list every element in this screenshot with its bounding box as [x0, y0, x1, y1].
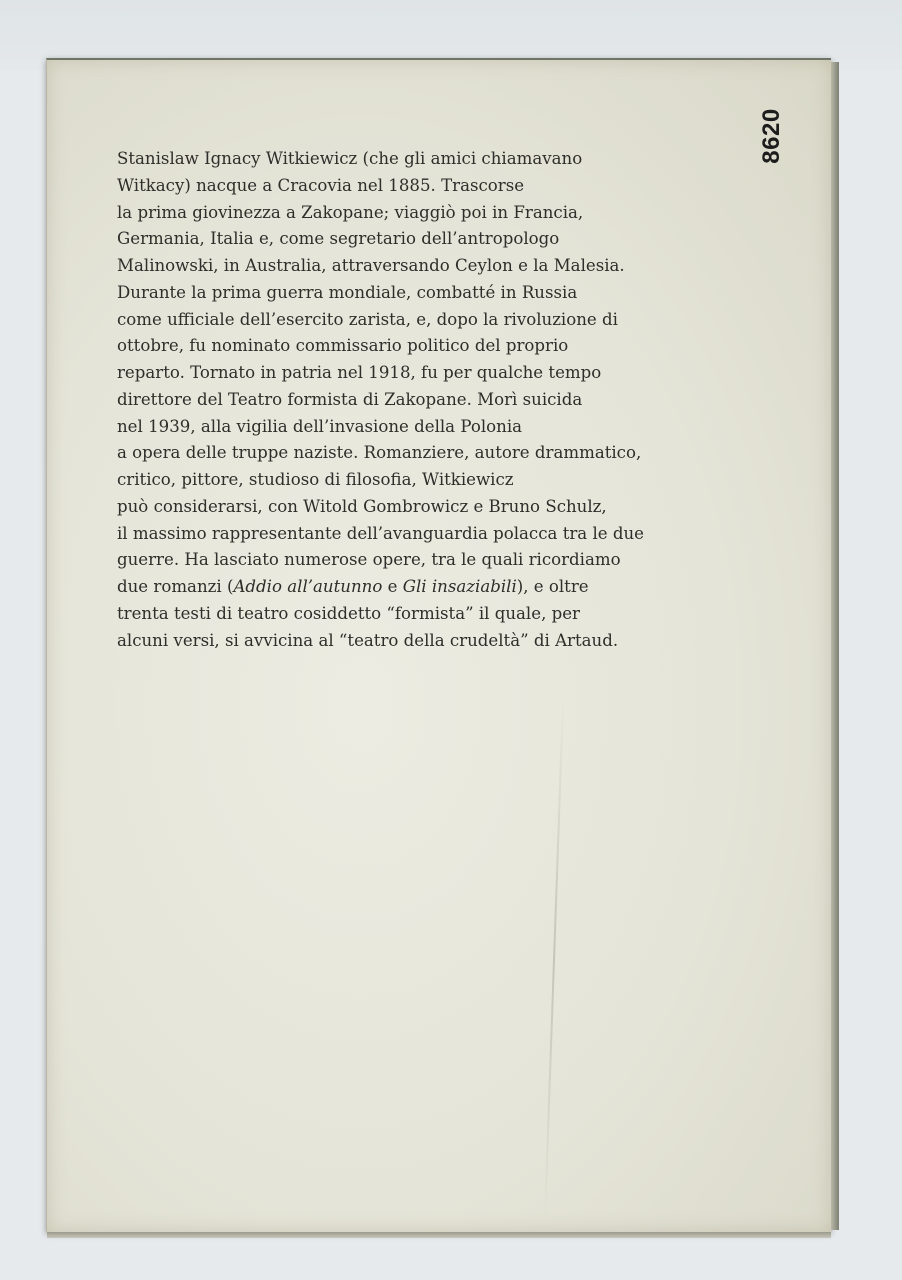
- cover-bottom-edge: [47, 1232, 831, 1238]
- cover-crease: [544, 700, 564, 1220]
- bio-line: direttore del Teatro formista di Zakopane. Morì suicida: [117, 389, 583, 409]
- bio-line: Germania, Italia e, come segretario dell’antropologo: [117, 229, 560, 249]
- bio-line: il massimo rappresentante dell’avanguardia polacca tra le due: [117, 523, 644, 543]
- bio-line: reparto. Tornato in patria nel 1918, fu per qualche tempo: [117, 363, 602, 382]
- bio-text: e: [382, 577, 403, 596]
- bio-line: la prima giovinezza a Zakopane; viaggiò poi in Francia,: [117, 202, 584, 222]
- author-biography: [117, 146, 717, 654]
- novel-title: Addio all’autunno: [233, 577, 383, 596]
- bio-line: può considerarsi, con Witold Gombrowicz e Bruno Schulz,: [117, 496, 607, 516]
- bio-text: due romanzi (: [117, 577, 234, 596]
- bio-line: ottobre, fu nominato commissario politico del proprio: [117, 336, 569, 356]
- bio-line: nel 1939, alla vigilia dell’invasione della Polonia: [117, 416, 523, 436]
- bio-line: a opera delle truppe naziste. Romanziere, autore drammatico,: [117, 443, 642, 463]
- bio-line: alcuni versi, si avvicina al “teatro della crudeltà” di Artaud.: [117, 630, 619, 650]
- bio-line-with-titles: [117, 574, 717, 601]
- bio-line: Stanislaw Ignacy Witkiewicz (che gli amici chiamavano: [117, 149, 583, 168]
- bio-line: critico, pittore, studioso di filosofia, Witkiewicz: [117, 470, 514, 489]
- bio-line: Durante la prima guerra mondiale, combatté in Russia: [117, 282, 578, 302]
- bio-line: guerre. Ha lasciato numerose opere, tra le quali ricordiamo: [117, 550, 621, 570]
- bio-text: ), e oltre: [516, 577, 589, 596]
- bio-line: come ufficiale dell’esercito zarista, e, dopo la rivoluzione di: [117, 309, 618, 329]
- bio-line: Witkacy) nacque a Cracovia nel 1885. Trascorse: [117, 175, 525, 195]
- novel-title: Gli insaziabili: [402, 577, 517, 596]
- bio-line: Malinowski, in Australia, attraversando Ceylon e la Malesia.: [117, 256, 625, 275]
- catalog-number: 8620: [758, 108, 785, 164]
- cover-edge: [831, 62, 839, 1230]
- bio-line: trenta testi di teatro cosiddetto “formista” il quale, per: [117, 603, 580, 623]
